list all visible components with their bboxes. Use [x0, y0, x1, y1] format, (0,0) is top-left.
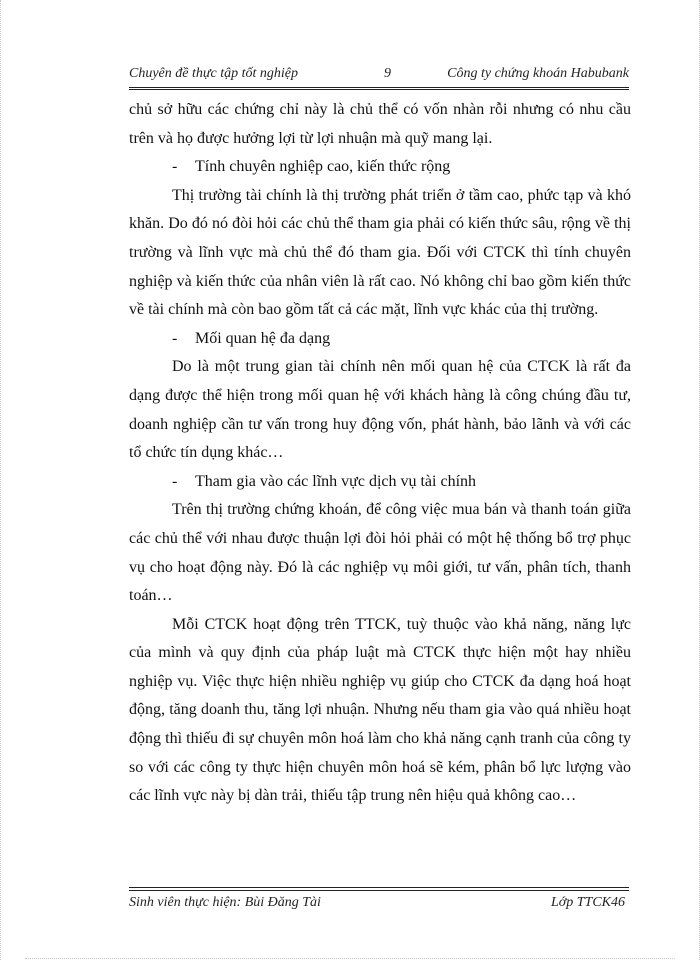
footer-rule [129, 887, 629, 888]
header-rule-double [129, 89, 629, 90]
header-company: Công ty chứng khoán Habubank [447, 66, 629, 81]
page-header [129, 64, 629, 86]
page-break-line [25, 958, 675, 959]
paragraph-1: chủ sở hữu các chứng chỉ này là chủ thể có vốn nhàn rỗi nhưng có nhu cầu trên và họ được hưởng lợi từ lợi nhuận mà quỹ mang lại. [129, 101, 631, 147]
bullet-dash: - [172, 158, 178, 176]
bullet-dash: - [172, 329, 178, 347]
footer-author: Sinh viên thực hiện: Bùi Đăng Tài [129, 895, 321, 910]
bullet-text: Tính chuyên nghiệp cao, kiến thức rộng [195, 158, 451, 176]
page-number: 9 [384, 66, 391, 81]
paragraph-5: Mỗi CTCK hoạt động trên TTCK, tuỳ thuộc vào khả năng, năng lực của mình và quy định của pháp luật mà CTCK thực hiện một hay nhiều nghiệp vụ. Việc thực hiện nhiều nghiệp vụ giúp cho CTCK đa dạng hoá hoạt động, tăng doanh thu, tăng lợi nhuận. Nhưng nếu tham gia vào quá nhiều hoạt động thì thiếu đi sự chuyên môn hoá làm cho khả năng cạnh tranh của công ty so với các công ty thực hiện chuyên môn hoá sẽ kém, phân bổ lực lượng vào các lĩnh vực này bị dàn trải, thiếu tập trung nên hiệu quả không cao… [129, 615, 631, 805]
paragraph-3: Do là một trung gian tài chính nên mối quan hệ của CTCK là rất đa dạng được thể hiện trong mối quan hệ với khách hàng là công chúng đầu tư, doanh nghiệp cần tư vấn trong huy động vốn, phát hành, bảo lãnh và với các tổ chức tín dụng khác… [129, 358, 631, 462]
bullet-text: Tham gia vào các lĩnh vực dịch vụ tài chính [195, 472, 477, 490]
page-footer [129, 893, 629, 915]
bullet-text: Mối quan hệ đa dạng [195, 329, 331, 347]
header-rule [129, 87, 629, 88]
paragraph-2: Thị trường tài chính là thị trường phát triển ở tầm cao, phức tạp và khó khăn. Do đó nó đòi hỏi các chủ thể tham gia phải có kiến thức sâu, rộng về thị trường và lĩnh vực mà chủ thể đó tham gia. Đối với CTCK thì tính chuyên nghiệp và kiến thức của nhân viên là rất cao. Nó không chỉ bao gồm kiến thức về tài chính mà còn bao gồm tất cả các mặt, lĩnh vực khác của thị trường. [129, 186, 631, 319]
bullet-item-2 [129, 325, 631, 354]
paragraph-4: Trên thị trường chứng khoán, để công việc mua bán và thanh toán giữa các chủ thể với nhau được thuận lợi đòi hỏi phải có một hệ thống bổ trợ phục vụ cho hoạt động này. Đó là các nghiệp vụ môi giới, tư vấn, phân tích, thanh toán… [129, 501, 631, 605]
body-text [129, 96, 631, 811]
header-title: Chuyên đề thực tập tốt nghiệp [129, 66, 298, 81]
bullet-item-1 [129, 153, 631, 182]
footer-class: Lớp TTCK46 [550, 895, 625, 910]
bullet-item-3 [129, 468, 631, 497]
footer-rule-double [129, 890, 629, 891]
bullet-dash: - [172, 472, 178, 490]
